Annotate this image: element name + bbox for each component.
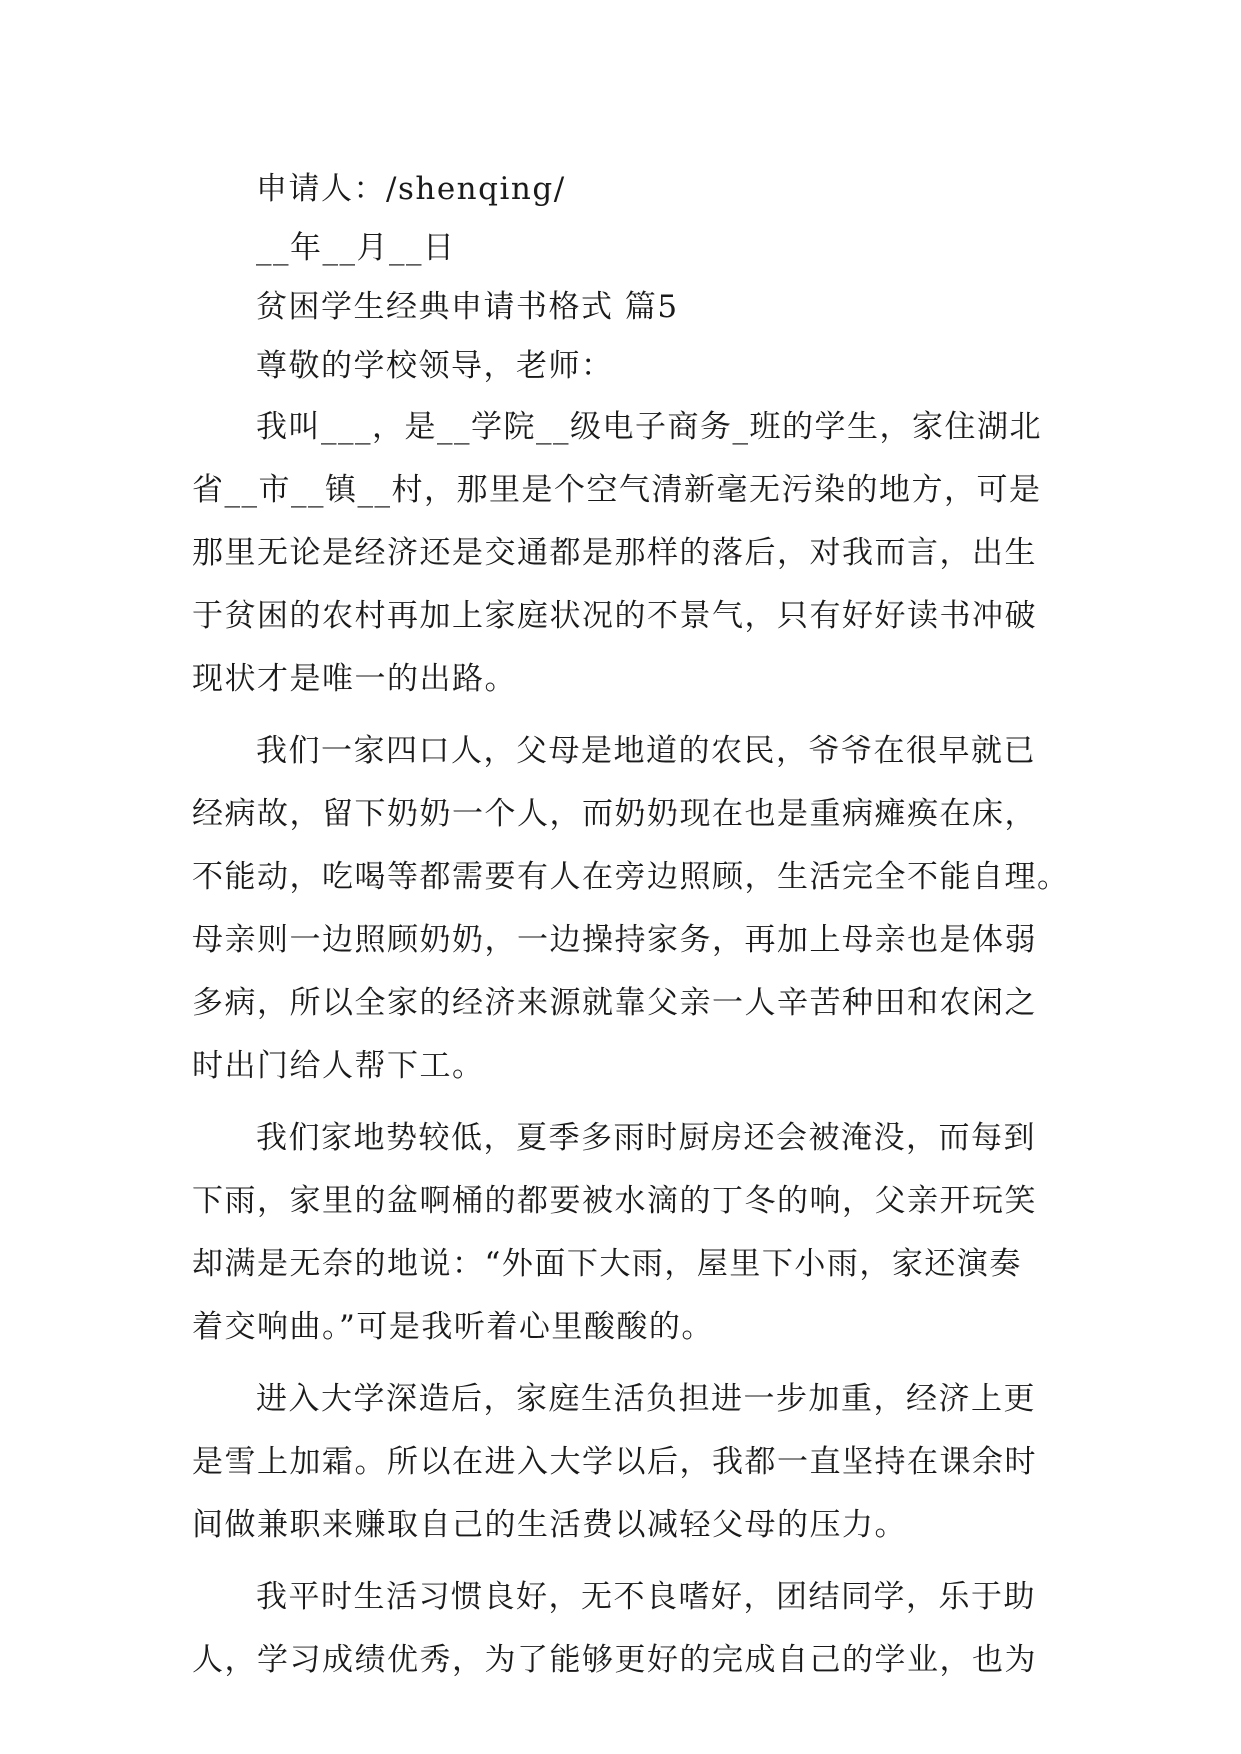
- paragraph-line: 那里无论是经济还是交通都是那样的落后，对我而言，出生: [192, 535, 1037, 571]
- paragraph-line: 我们一家四口人，父母是地道的农民，爷爷在很早就已: [256, 733, 1036, 769]
- paragraph: [192, 396, 1052, 711]
- paragraph-line: 是雪上加霜。所以在进入大学以后，我都一直坚持在课余时: [192, 1444, 1037, 1480]
- paragraph: [192, 1107, 1052, 1359]
- paragraph-line: 人，学习成绩优秀，为了能够更好的完成自己的学业，也为: [192, 1642, 1037, 1678]
- paragraph-line: 下雨，家里的盆啊桶的都要被水滴的丁冬的响，父亲开玩笑: [192, 1183, 1037, 1219]
- section-title: 贫困学生经典申请书格式 篇5: [256, 289, 679, 325]
- paragraph-line: 间做兼职来赚取自己的生活费以减轻父母的压力。: [192, 1507, 907, 1543]
- date-line: __年__月__日: [256, 230, 456, 266]
- paragraph-line: 我平时生活习惯良好，无不良嗜好，团结同学，乐于助: [256, 1579, 1036, 1615]
- paragraph-line: 省__市__镇__村，那里是个空气清新毫无污染的地方，可是: [192, 472, 1042, 508]
- paragraph-line: 我们家地势较低，夏季多雨时厨房还会被淹没，而每到: [256, 1120, 1036, 1156]
- paragraph-line: 时出门给人帮下工。: [192, 1048, 485, 1084]
- document-body: [192, 160, 1070, 1692]
- paragraph-line: 现状才是唯一的出路。: [192, 661, 517, 697]
- paragraph-line: 我叫___，是__学院__级电子商务_班的学生，家住湖北: [256, 409, 1042, 445]
- paragraph: [192, 720, 1070, 1098]
- header-block: [192, 160, 1052, 396]
- paragraph-line: 进入大学深造后，家庭生活负担进一步加重，经济上更: [256, 1381, 1036, 1417]
- applicant-line: 申请人：/shenqing/: [256, 171, 566, 207]
- paragraph-line: 却满是无奈的地说：“外面下大雨，屋里下小雨，家还演奏: [192, 1246, 1022, 1282]
- paragraph-line: 于贫困的农村再加上家庭状况的不景气，只有好好读书冲破: [192, 598, 1037, 634]
- salutation: 尊敬的学校领导，老师：: [256, 348, 614, 384]
- paragraph-line: 着交响曲。”可是我听着心里酸酸的。: [192, 1309, 714, 1345]
- paragraph-line: 母亲则一边照顾奶奶，一边操持家务，再加上母亲也是体弱: [192, 922, 1037, 958]
- paragraph: [192, 1368, 1052, 1557]
- paragraph: [192, 1566, 1052, 1692]
- paragraph-line: 多病，所以全家的经济来源就靠父亲一人辛苦种田和农闲之: [192, 985, 1037, 1021]
- paragraph-line: 经病故，留下奶奶一个人，而奶奶现在也是重病瘫痪在床，: [192, 796, 1037, 832]
- paragraph-line: 不能动，吃喝等都需要有人在旁边照顾，生活完全不能自理。: [192, 859, 1070, 895]
